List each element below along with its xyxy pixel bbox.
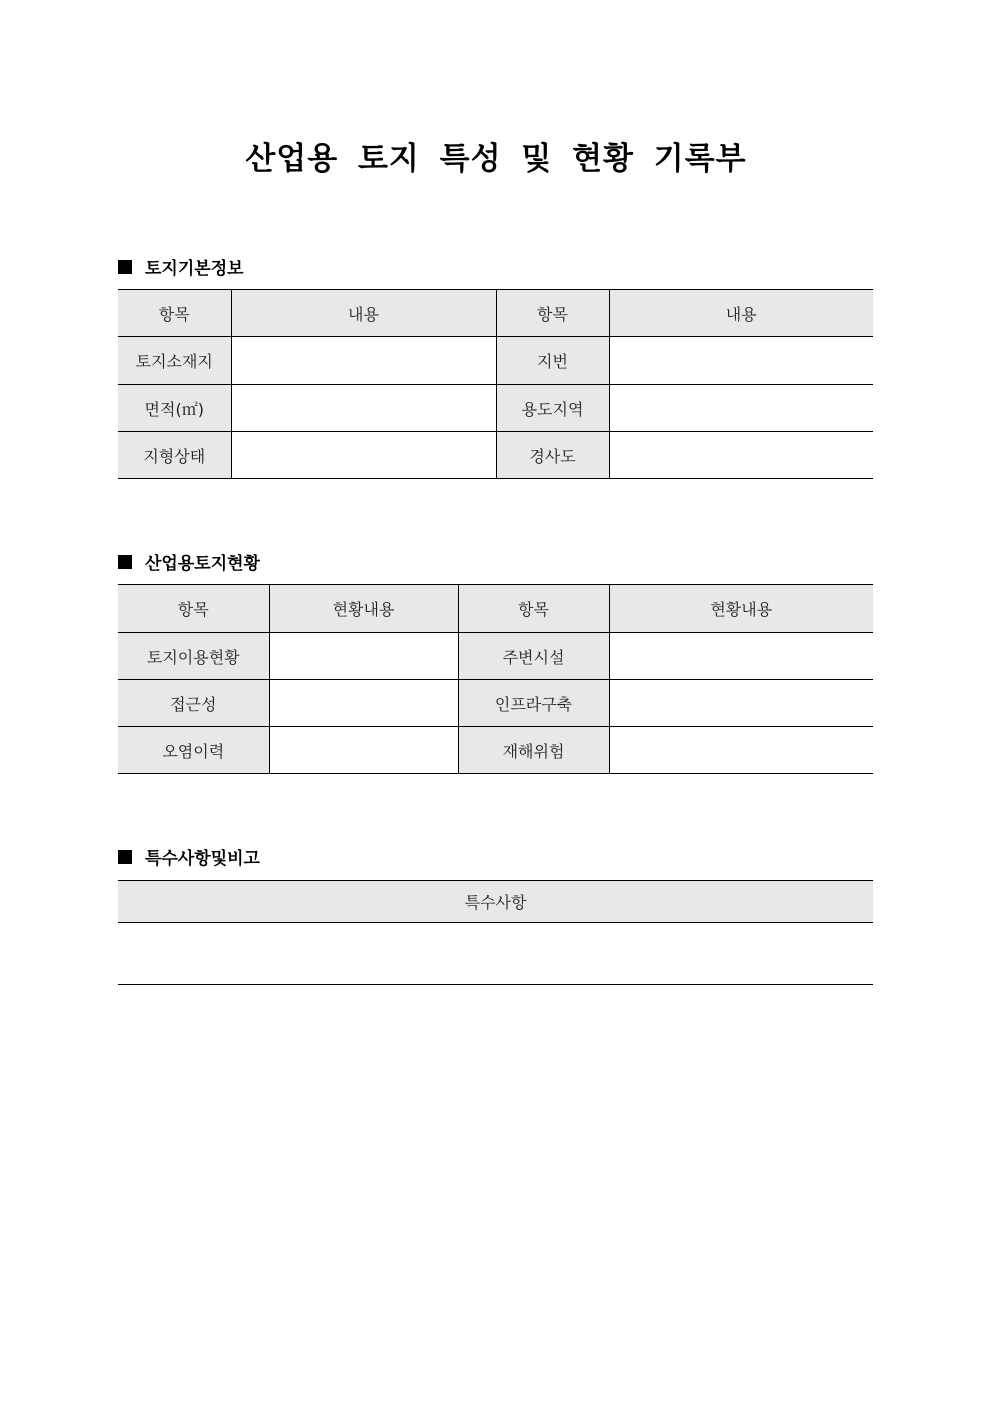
square-bullet-icon <box>118 850 132 864</box>
row-label-land-use: 토지이용현황 <box>118 633 269 680</box>
row-label-lot-number: 지번 <box>496 337 609 385</box>
accessibility-field[interactable] <box>269 680 458 727</box>
table-row <box>118 680 873 727</box>
notes-table <box>118 880 873 985</box>
column-header-content: 내용 <box>609 290 873 337</box>
slope-field[interactable] <box>609 432 873 479</box>
row-label-disaster-risk: 재해위험 <box>458 727 609 774</box>
lot-number-field[interactable] <box>609 337 873 385</box>
contamination-history-field[interactable] <box>269 727 458 774</box>
zoning-field[interactable] <box>609 385 873 432</box>
special-notes-field[interactable] <box>118 923 873 985</box>
location-field[interactable] <box>231 337 496 385</box>
row-label-location: 토지소재지 <box>118 337 231 385</box>
table-row <box>118 633 873 680</box>
table-header-row <box>118 290 873 337</box>
row-label-contamination-history: 오염이력 <box>118 727 269 774</box>
row-label-slope: 경사도 <box>496 432 609 479</box>
column-header-status-content: 현황내용 <box>269 585 458 633</box>
section-heading-text: 특수사항및비고 <box>145 849 260 869</box>
row-label-terrain: 지형상태 <box>118 432 231 479</box>
status-table <box>118 584 873 774</box>
row-label-nearby-facilities: 주변시설 <box>458 633 609 680</box>
table-row <box>118 923 873 985</box>
column-header-item: 항목 <box>118 290 231 337</box>
square-bullet-icon <box>118 555 132 569</box>
area-field[interactable] <box>231 385 496 432</box>
table-row <box>118 727 873 774</box>
section-heading-notes <box>118 844 260 869</box>
terrain-field[interactable] <box>231 432 496 479</box>
square-bullet-icon <box>118 260 132 274</box>
section-heading-text: 산업용토지현황 <box>145 554 260 574</box>
table-header-row <box>118 881 873 923</box>
row-label-area: 면적(㎡) <box>118 385 231 432</box>
disaster-risk-field[interactable] <box>609 727 873 774</box>
infrastructure-field[interactable] <box>609 680 873 727</box>
column-header-item: 항목 <box>496 290 609 337</box>
column-header-item: 항목 <box>118 585 269 633</box>
column-header-item: 항목 <box>458 585 609 633</box>
row-label-accessibility: 접근성 <box>118 680 269 727</box>
document-title: 산업용 토지 특성 및 현황 기록부 <box>245 141 747 177</box>
table-row <box>118 337 873 385</box>
table-row <box>118 385 873 432</box>
section-heading-text: 토지기본정보 <box>145 259 244 279</box>
column-header-content: 내용 <box>231 290 496 337</box>
table-row <box>118 432 873 479</box>
column-header-status-content: 현황내용 <box>609 585 873 633</box>
table-header-row <box>118 585 873 633</box>
row-label-infrastructure: 인프라구축 <box>458 680 609 727</box>
basic-info-table <box>118 289 873 479</box>
land-use-field[interactable] <box>269 633 458 680</box>
column-header-special-notes: 특수사항 <box>118 881 873 923</box>
nearby-facilities-field[interactable] <box>609 633 873 680</box>
section-heading-status <box>118 549 260 574</box>
section-heading-basic-info <box>118 254 244 279</box>
row-label-zoning: 용도지역 <box>496 385 609 432</box>
